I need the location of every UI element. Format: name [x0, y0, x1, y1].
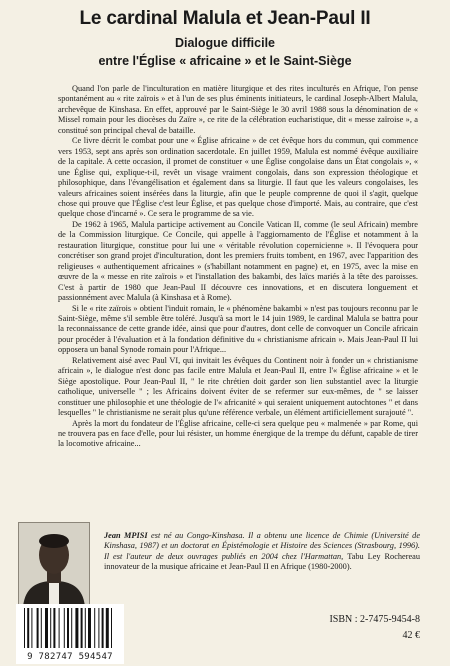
- barcode-icon: [16, 604, 124, 650]
- paragraph-4: Si le « rite zaïrois » obtient l'induit romain, le « phénomène bakambi » n'est pas toujours reconnu par le Saint-Siège, même s'il semble être toléré. Jusqu'à sa mort le 14 juin 1989, le cardinal Malula se battra pour la reconnaissance de cette grande idée, ainsi que pour d'autres, dont celle de convoquer un Concile africain pour procéder à l'évaluation et à la fondation définitive du « christianisme africain ». Mais Jean-Paul II lui opposera un banal Synode romain pour l'Afrique...: [58, 303, 418, 355]
- author-bio: [104, 531, 420, 573]
- price: 42 €: [402, 630, 420, 641]
- author-bio-books: Tabu Ley Rochereau innovateur de la musique africaine et Jean-Paul II en Afrique (1980-2000).: [104, 551, 420, 572]
- paragraph-5: Relativement aisé avec Paul VI, qui invitait les évêques du Continent noir à fonder un « christianisme africain », le dialogue n'est donc pas facile entre Malula et Jean-Paul II, entre l'« Église africaine » et le Siège apostolique. Pour Jean-Paul II, " le rite chrétien doit garder son lien substantiel avec la liturgie catholique, universelle " ; les Africains doivent éviter de se refermer sur eux-mêmes, de " se laisser constituer une philosophie et une théologie de l'« africanité » qui seraient uniquement autochtones " et dans lesquelles " le christianisme ne serait plus qu'une référence verbale, un élément artificiellement surajouté ".: [58, 355, 418, 418]
- author-photo: [18, 522, 90, 608]
- paragraph-2: Ce livre décrit le combat pour une « Église africaine » de cet évêque hors du commun, qui commence vers 1953, sept ans après son ordination sacerdotale. En juillet 1959, Malula est nommé évêque auxiliaire de la capitale. A cette occasion, il promet de constituer « une Église congolaise dans un État congolais », « une Église qui, explique-t-il, revêt un visage vraiment congolais, dans son expression théologique et philosophique, dans l'évangélisation et également dans sa liturgie. Il faut que les valeurs congolaises, les valeurs africaines soient insérées dans la liturgie, afin que le peuple comprenne de quoi il s'agit, quelque chose qui prouve que l'Église c'est leur Église, et pas quelque chose d'importé. Mais, au contraire, que c'est quelque chose d'incarné ». Ce sera le programme de sa vie.: [58, 136, 418, 219]
- author-name: Jean MPISI: [104, 531, 148, 540]
- subtitle-line-2: entre l'Église « africaine » et le Saint-Siège: [98, 54, 352, 68]
- book-title: Le cardinal Malula et Jean-Paul II: [79, 8, 371, 29]
- author-portrait-icon: [19, 523, 89, 607]
- subtitle-line-1: Dialogue difficile: [174, 36, 275, 50]
- paragraph-1: Quand l'on parle de l'inculturation en matière liturgique et des rites inculturés en Afrique, l'on pense spontanément au « rite zaïrois » et à l'un de ses plus éminents initiateurs, le cardinal Joseph-Albert Malula, archevêque de Kinshasa. En effet, approuvé par le Saint-Siège le 30 avril 1988 sous la dénomination de « Missel romain pour les diocèses du Zaïre », ce rite de la célébration eucharistique, dit « messe zaïroise », a constitué son principal cheval de bataille.: [58, 84, 418, 135]
- barcode-digits: 9 782747 594547: [27, 652, 113, 662]
- paragraph-6: Après la mort du fondateur de l'Église africaine, celle-ci sera quelque peu « malmenée » par Rome, qui ne trouvera pas en face d'elle, pour lui résister, un homme énergique de la trempe du défunt, capable de tirer la locomotive africaine...: [58, 418, 418, 449]
- paragraph-3: De 1962 à 1965, Malula participe activement au Concile Vatican II, comme (le seul Africain) membre de la Commission liturgique. Ce Concile, qui appelle à l'aggiornamento de l'Église et notamment à la restauration liturgique, constitue pour lui une « véritable révolution copernicienne ». Il l'évoquera pour concrétiser son grand projet d'inculturation, dont les premiers fruits tombent, en 1967, avec l'apparition des religieuses « authentiquement africaines » (s'habillant notamment en pagne) et, en 1975, avec la mise en œuvre de la « messe en rite zaïrois » et l'installation des bakambi, des laïcs mariés à la tête des paroisses. C'est à partir de 1980 que Jean-Paul II découvre ces innovations, et en discutera longuement et passionnément avec Malula (à Kinshasa et à Rome).: [58, 219, 418, 303]
- author-bio-text: est né au Congo-Kinshasa. Il a obtenu une licence de Chimie (Université de Kinshasa, 1987) et un doctorat en Épistémologie et Histoire des Sciences (Strasbourg, 1996). Il est l'auteur de deux ouvrages publiés en 2004 chez l'Harmattan,: [104, 531, 420, 561]
- isbn: ISBN : 2-7475-9454-8: [329, 614, 420, 625]
- barcode: [16, 604, 124, 664]
- blurb-text: [58, 84, 418, 450]
